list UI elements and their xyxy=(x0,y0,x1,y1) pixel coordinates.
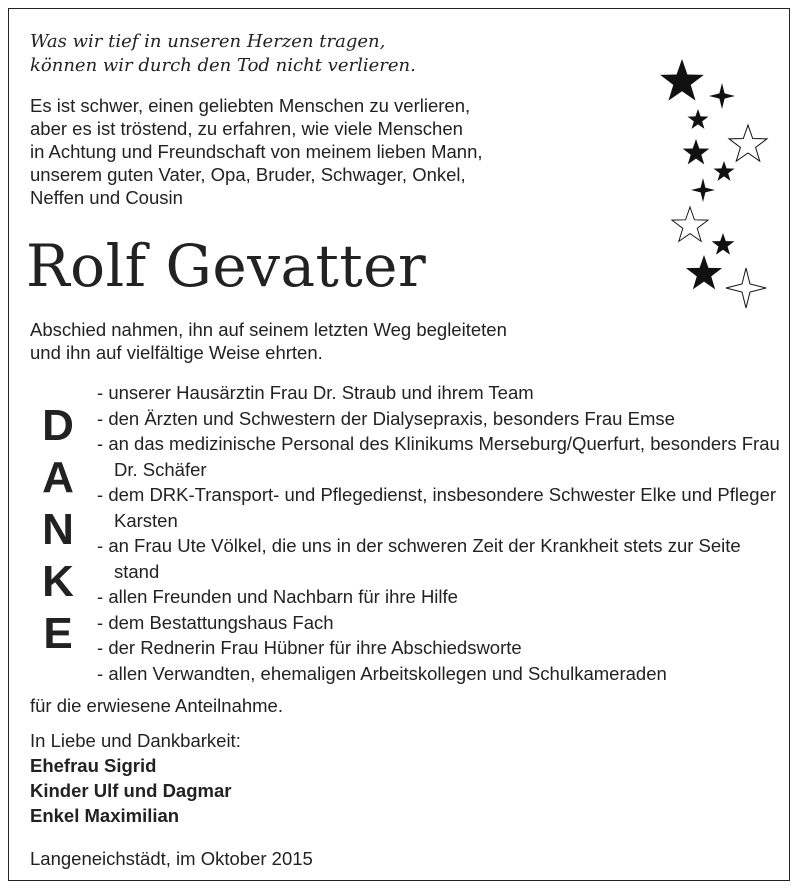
signature-wife: Ehefrau Sigrid xyxy=(30,755,157,776)
danke-vertical-heading xyxy=(30,400,86,660)
list-item: - allen Verwandten, ehemaligen Arbeitskollegen und Schulkameraden xyxy=(97,661,787,687)
danke-letter: N xyxy=(42,505,74,554)
list-item: - allen Freunden und Nachbarn für ihre Hilfe xyxy=(97,584,787,610)
stars-cluster-icon xyxy=(640,52,780,312)
intro-text: Es ist schwer, einen geliebten Menschen zu verlieren, aber es ist tröstend, zu erfahren, wie viele Menschen in Achtung und Freundschaft von meinem lieben Mann, unserem guten Vater, Opa, Bruder, Schwager, Onkel, Neffen und Cousin xyxy=(30,95,483,208)
list-item: - der Rednerin Frau Hübner für ihre Abschiedsworte xyxy=(97,635,787,661)
list-item: - den Ärzten und Schwestern der Dialysepraxis, besonders Frau Emse xyxy=(97,406,787,432)
place-date: Langeneichstädt, im Oktober 2015 xyxy=(30,848,313,869)
list-item: - an Frau Ute Völkel, die uns in der schweren Zeit der Krankheit stets zur Seite stand xyxy=(97,533,787,584)
signature-block xyxy=(30,728,241,828)
farewell-text: Abschied nahmen, ihn auf seinem letzten Weg begleiteten und ihn auf vielfältige Weise ehrten. xyxy=(30,319,507,363)
list-item: - unserer Hausärztin Frau Dr. Straub und ihrem Team xyxy=(97,380,787,406)
danke-letter: K xyxy=(42,557,74,606)
list-item: - dem Bestattungshaus Fach xyxy=(97,610,787,636)
signature-children: Kinder Ulf und Dagmar xyxy=(30,780,232,801)
danke-letter: A xyxy=(42,453,74,502)
closing-text: für die erwiesene Anteilnahme. xyxy=(30,695,283,716)
deceased-name: Rolf Gevatter xyxy=(26,232,427,300)
list-item: - an das medizinische Personal des Klinikums Merseburg/Querfurt, besonders Frau Dr. Schäfer xyxy=(97,431,787,482)
list-item: - dem DRK-Transport- und Pflegedienst, insbesondere Schwester Elke und Pfleger Karsten xyxy=(97,482,787,533)
danke-letter: E xyxy=(43,609,73,658)
danke-letter: D xyxy=(42,401,74,450)
signature-intro: In Liebe und Dankbarkeit: xyxy=(30,730,241,751)
thanks-list xyxy=(97,380,787,686)
signature-grandchild: Enkel Maximilian xyxy=(30,805,180,826)
memorial-quote: Was wir tief in unseren Herzen tragen, können wir durch den Tod nicht verlieren. xyxy=(30,31,416,76)
